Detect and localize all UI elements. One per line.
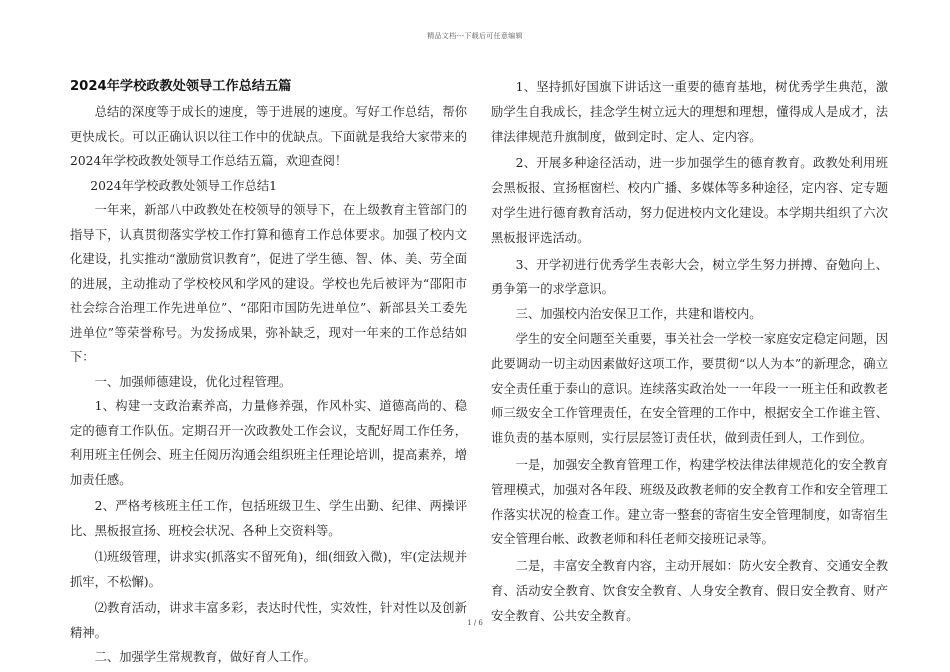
list-item: ⑴班级管理，讲求实(抓落实不留死角)，细(细致入微)，牢(定法规并抓牢，不松懈)。: [70, 550, 467, 589]
body-paragraph: 学生的安全问题至关重要，事关社会一学校一家庭安定稳定问题，因此要调动一切主动因素做好这项工作，要贯彻“以人为本”的新理念，确立安全责任重于泰山的意识。连续落实政治处一一年段一一班主任和政教老师三级安全工作管理责任，在安全管理的工作中，根据安全工作谁主管、谁负责的基本原则，实行层层签订责任状，做到责任到人，工作到位。: [491, 331, 888, 446]
right-column: [491, 75, 888, 629]
section-subtitle: 2024年学校政教处领导工作总结1: [90, 178, 277, 193]
body-paragraph: 2、严格考核班主任工作，包括班级卫生、学生出勤、纪律、两操评比、黑板报宣扬、班校会状况、各种上交资料等。: [70, 499, 467, 538]
section-heading: 三、加强校内治安保卫工作，共建和谐校内。: [515, 307, 762, 322]
page-header: 精品文档---下载后可任意编辑: [427, 32, 523, 40]
left-column: [70, 74, 467, 670]
body-paragraph: 1、构建一支政治素养高，力量修养强，作风朴实、道德高尚的、稳定的德育工作队伍。定期召开一次政教处工作会议，支配好周工作任务，利用班主任例会、班主任阅历沟通会组织班主任理论培训，提高素养，增加责任感。: [70, 399, 467, 487]
body-paragraph: 一是，加强安全教育管理工作，构建学校法律法律规范化的安全教育管理模式，加强对各年段、班级及政教老师的安全教育工作和安全管理工作落实状况的检查工作。建立寄一整套的寄宿生安全管理制度，如寄宿生安全管理台帐、政教老师和科任老师交接班记录等。: [491, 457, 888, 547]
page-number: 1 / 6: [467, 619, 483, 627]
body-paragraph: 1、坚持抓好国旗下讲话这一重要的德育基地，树优秀学生典范，激励学生自我成长，挂念学生树立远大的理想和理想，懂得成人是成才，法律法律规范升旗制度，做到定时、定人、定内容。: [491, 80, 888, 144]
section-heading: 二、加强学生常规教育，做好育人工作。: [94, 650, 316, 664]
intro-paragraph: 总结的深度等于成长的速度，等于进展的速度。写好工作总结，帮你更快成长。可以正确认识以往工作中的优缺点。下面就是我给大家带来的2024年学校政教处领导工作总结五篇，欢迎查阅！: [70, 105, 467, 168]
body-paragraph: 一年来，新部八中政教处在校领导的领导下，在上级教育主管部门的指导下，认真贯彻落实学校工作打算和德育工作总体要求。加强了校内文化建设，扎实推动“激励赏识教育”，促进了学生德、智、体、美、劳全面的进展，主动推动了学校校风和学风的建设。学校也先后被评为“邵阳市社会综合治理工作先进单位”、“邵阳市国防先进单位”、新部县关工委先进单位”等荣誉称号。为发扬成果，弥补缺乏，现对一年来的工作总结如下：: [70, 203, 467, 364]
list-item: ⑵教育活动，讲求丰富多彩，表达时代性，实效性，针对性以及创新精神。: [70, 601, 467, 640]
body-paragraph: 2、开展多种途径活动，进一步加强学生的德育教育。政教处利用班会黑板报、宣扬框窗栏、校内广播、多媒体等多种途径，定内容、定专题对学生进行德育教育活动，努力促进校内文化建设。本学期共组织了六次黑板报评选活动。: [491, 156, 888, 245]
body-paragraph: 二是，丰富安全教育内容，主动开展如：防火安全教育、交通安全教育、活动安全教育、饮食安全教育、人身安全教育、假日安全教育、财产安全教育、公共安全教育。: [491, 559, 888, 623]
document-title: 2024年学校政教处领导工作总结五篇: [70, 79, 292, 94]
body-paragraph: 3、开学初进行优秀学生表彰大会，树立学生努力拼搏、奋勉向上、勇争第一的求学意识。: [491, 257, 888, 297]
section-heading: 一、加强师德建设，优化过程管理。: [94, 374, 292, 389]
